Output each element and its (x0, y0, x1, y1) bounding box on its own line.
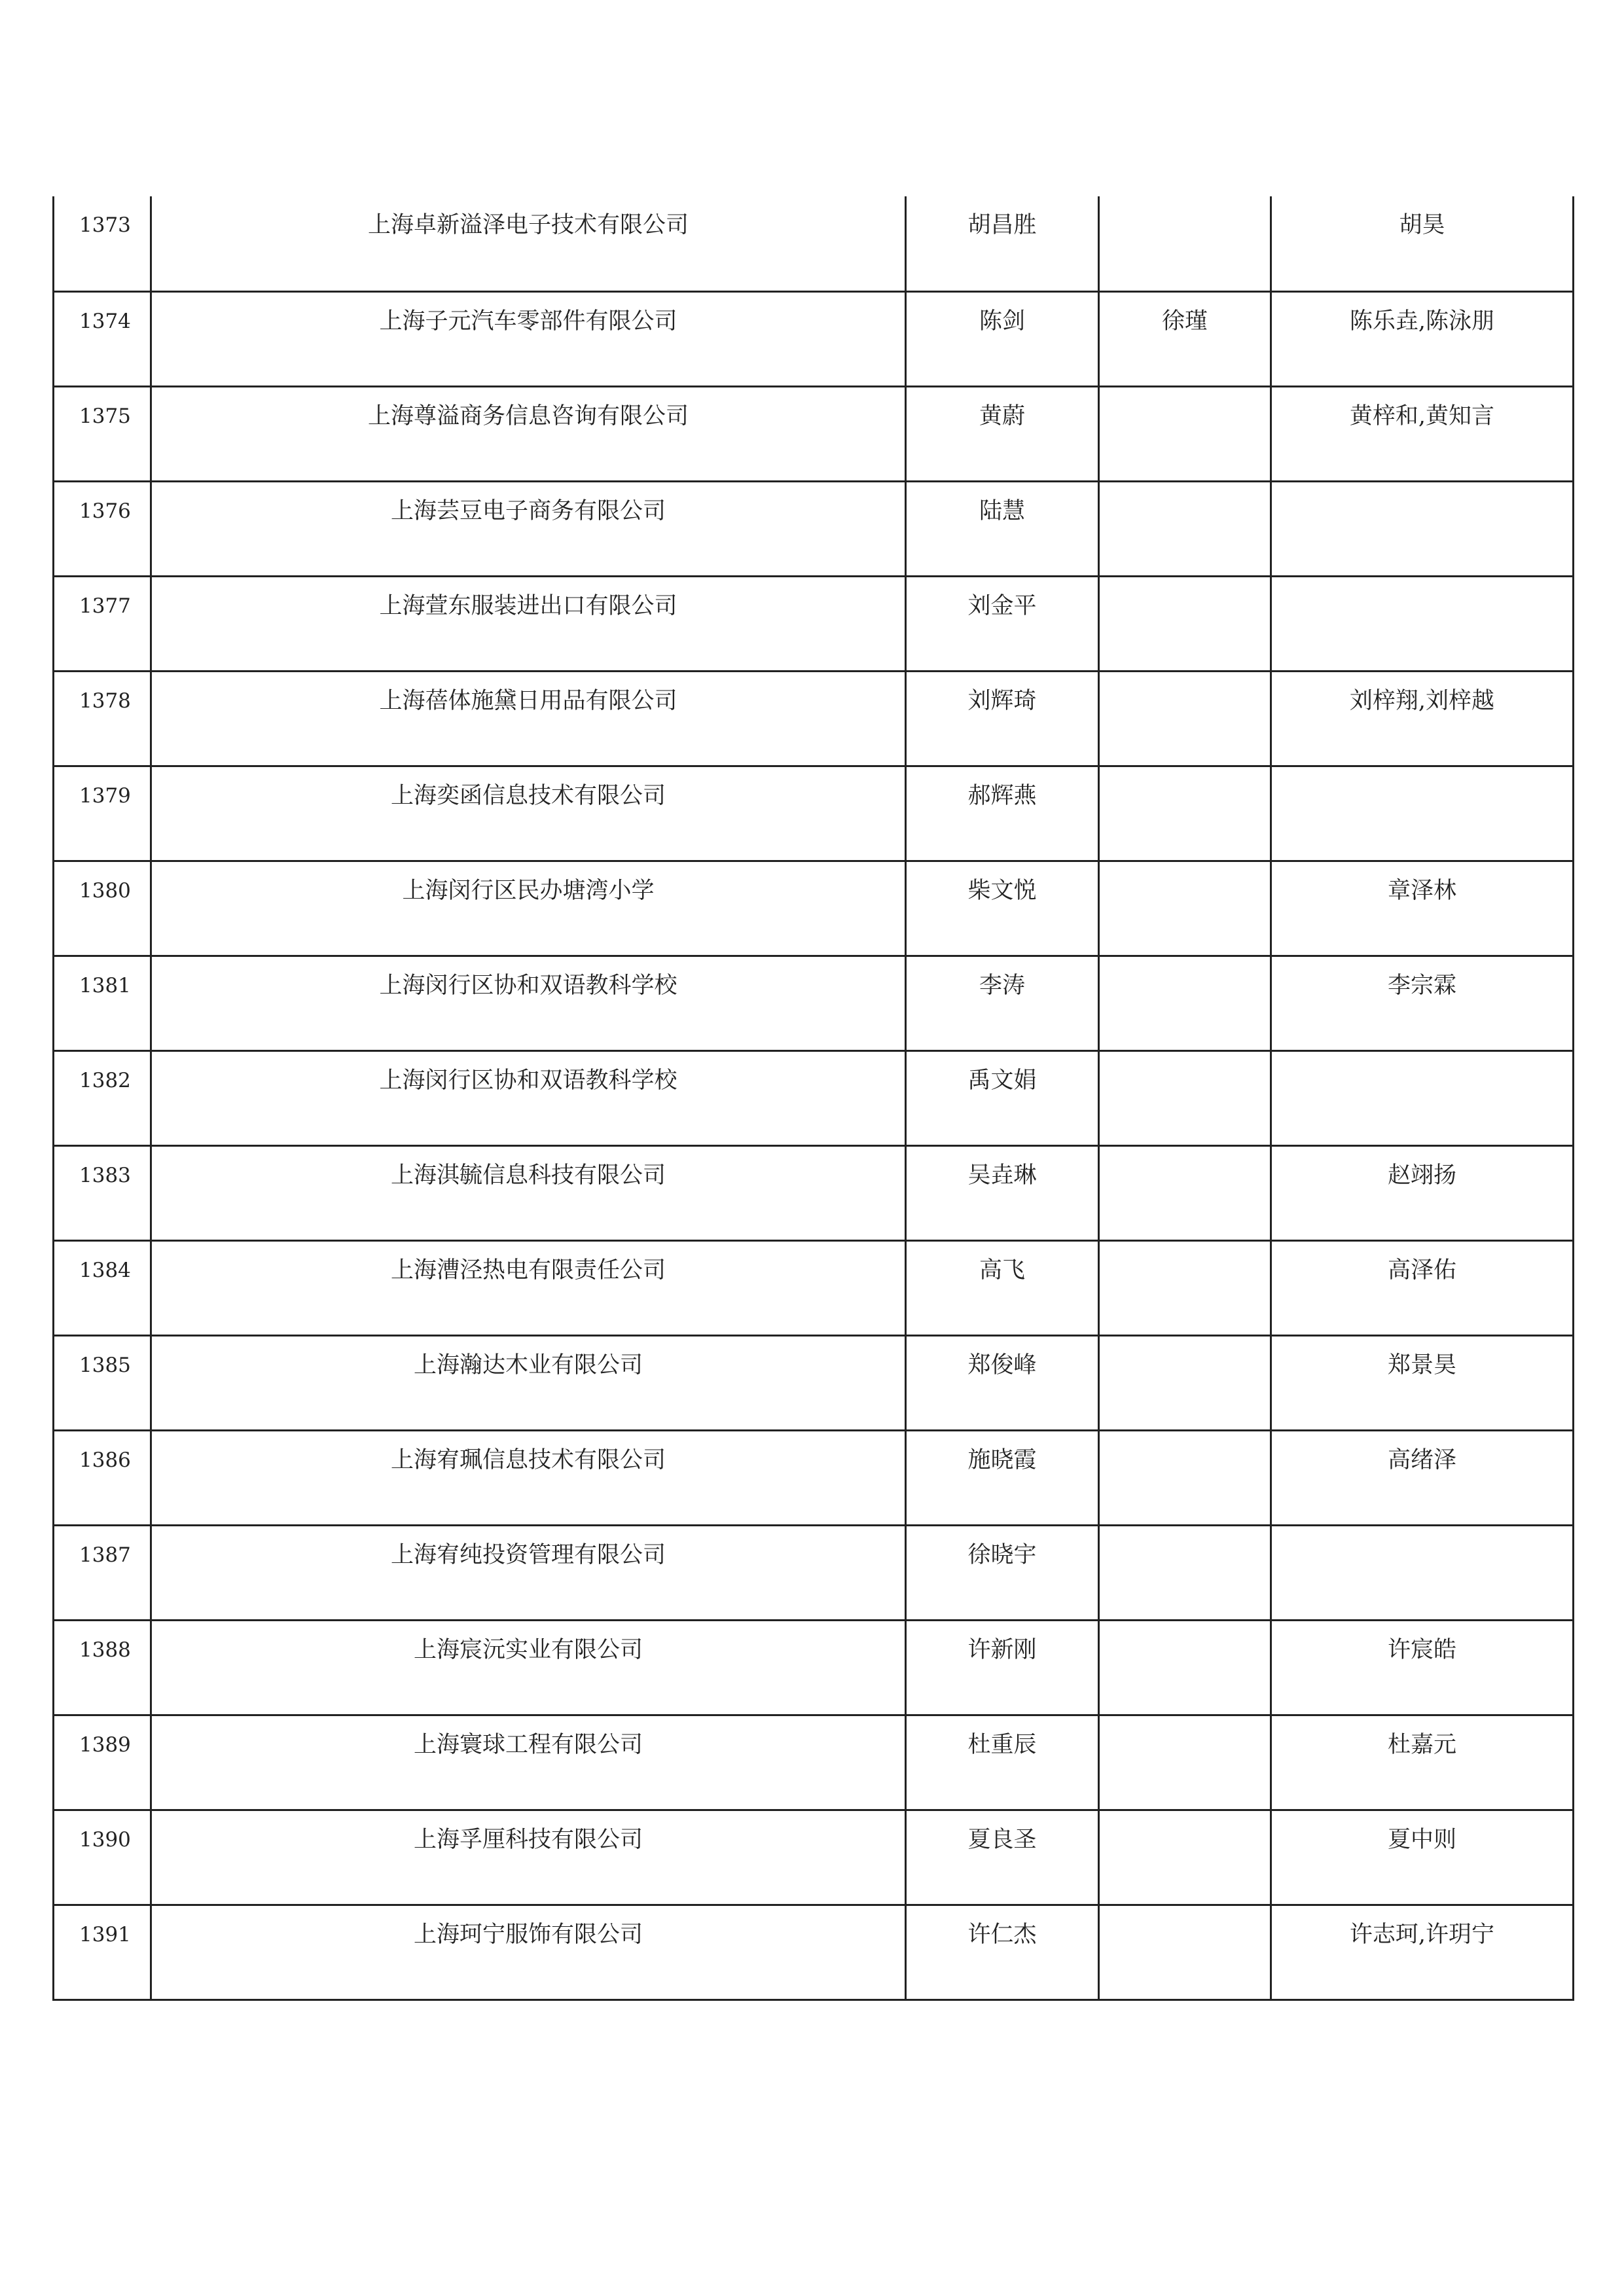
children-names: 许宸皓 (1271, 1620, 1574, 1715)
second-person-name (1099, 1240, 1271, 1335)
second-person-name (1099, 861, 1271, 956)
row-number: 1382 (54, 1050, 151, 1145)
person-name: 刘辉琦 (906, 671, 1099, 766)
document-page (52, 196, 1572, 2001)
person-name: 许新刚 (906, 1620, 1099, 1715)
row-number: 1379 (54, 766, 151, 861)
children-names: 胡昊 (1271, 196, 1574, 291)
person-name: 陆慧 (906, 481, 1099, 576)
table-row (54, 386, 1574, 481)
children-names (1271, 481, 1574, 576)
table-row (54, 481, 1574, 576)
person-name: 黄蔚 (906, 386, 1099, 481)
table-row (54, 1905, 1574, 2000)
organization-name: 上海萱东服装进出口有限公司 (151, 576, 906, 671)
table-row (54, 766, 1574, 861)
children-names: 李宗霖 (1271, 956, 1574, 1050)
children-names (1271, 766, 1574, 861)
person-name: 李涛 (906, 956, 1099, 1050)
table-row (54, 196, 1574, 291)
second-person-name (1099, 956, 1271, 1050)
table-row (54, 1810, 1574, 1905)
organization-name: 上海宥珮信息技术有限公司 (151, 1430, 906, 1525)
organization-name: 上海宥纯投资管理有限公司 (151, 1525, 906, 1620)
second-person-name (1099, 576, 1271, 671)
second-person-name (1099, 1905, 1271, 2000)
row-number: 1388 (54, 1620, 151, 1715)
organization-name: 上海尊溢商务信息咨询有限公司 (151, 386, 906, 481)
person-name: 禹文娟 (906, 1050, 1099, 1145)
children-names: 高泽佑 (1271, 1240, 1574, 1335)
organization-name: 上海子元汽车零部件有限公司 (151, 291, 906, 386)
children-names: 刘梓翔,刘梓越 (1271, 671, 1574, 766)
row-number: 1387 (54, 1525, 151, 1620)
person-name: 刘金平 (906, 576, 1099, 671)
person-name: 柴文悦 (906, 861, 1099, 956)
second-person-name (1099, 196, 1271, 291)
person-name: 许仁杰 (906, 1905, 1099, 2000)
children-names (1271, 576, 1574, 671)
second-person-name (1099, 1145, 1271, 1240)
organization-name: 上海闵行区协和双语教科学校 (151, 956, 906, 1050)
person-name: 吴垚琳 (906, 1145, 1099, 1240)
second-person-name (1099, 481, 1271, 576)
organization-name: 上海淇毓信息科技有限公司 (151, 1145, 906, 1240)
row-number: 1389 (54, 1715, 151, 1810)
second-person-name (1099, 1335, 1271, 1430)
organization-name: 上海寰球工程有限公司 (151, 1715, 906, 1810)
children-names: 郑景昊 (1271, 1335, 1574, 1430)
second-person-name (1099, 671, 1271, 766)
row-number: 1380 (54, 861, 151, 956)
children-names (1271, 1525, 1574, 1620)
person-name: 郑俊峰 (906, 1335, 1099, 1430)
person-name: 郝辉燕 (906, 766, 1099, 861)
second-person-name (1099, 1430, 1271, 1525)
row-number: 1390 (54, 1810, 151, 1905)
row-number: 1383 (54, 1145, 151, 1240)
organization-name: 上海闵行区协和双语教科学校 (151, 1050, 906, 1145)
organization-name: 上海漕泾热电有限责任公司 (151, 1240, 906, 1335)
organization-name: 上海蓓体施黛日用品有限公司 (151, 671, 906, 766)
roster-table-body (54, 196, 1574, 2000)
table-row (54, 291, 1574, 386)
organization-name: 上海宸沅实业有限公司 (151, 1620, 906, 1715)
organization-name: 上海闵行区民办塘湾小学 (151, 861, 906, 956)
table-row (54, 956, 1574, 1050)
second-person-name (1099, 386, 1271, 481)
roster-table (52, 196, 1574, 2001)
row-number: 1381 (54, 956, 151, 1050)
children-names: 黄梓和,黄知言 (1271, 386, 1574, 481)
children-names: 高绪泽 (1271, 1430, 1574, 1525)
row-number: 1377 (54, 576, 151, 671)
person-name: 胡昌胜 (906, 196, 1099, 291)
table-row (54, 1050, 1574, 1145)
table-row (54, 671, 1574, 766)
children-names (1271, 1050, 1574, 1145)
organization-name: 上海珂宁服饰有限公司 (151, 1905, 906, 2000)
table-row (54, 1620, 1574, 1715)
table-row (54, 1145, 1574, 1240)
organization-name: 上海瀚达木业有限公司 (151, 1335, 906, 1430)
children-names: 章泽林 (1271, 861, 1574, 956)
table-row (54, 1430, 1574, 1525)
row-number: 1373 (54, 196, 151, 291)
table-row (54, 1335, 1574, 1430)
organization-name: 上海芸豆电子商务有限公司 (151, 481, 906, 576)
organization-name: 上海卓新溢泽电子技术有限公司 (151, 196, 906, 291)
organization-name: 上海孚厘科技有限公司 (151, 1810, 906, 1905)
table-row (54, 861, 1574, 956)
row-number: 1378 (54, 671, 151, 766)
row-number: 1376 (54, 481, 151, 576)
person-name: 陈剑 (906, 291, 1099, 386)
row-number: 1375 (54, 386, 151, 481)
second-person-name (1099, 1050, 1271, 1145)
table-row (54, 576, 1574, 671)
person-name: 杜重辰 (906, 1715, 1099, 1810)
table-row (54, 1240, 1574, 1335)
person-name: 夏良圣 (906, 1810, 1099, 1905)
person-name: 高飞 (906, 1240, 1099, 1335)
row-number: 1391 (54, 1905, 151, 2000)
children-names: 杜嘉元 (1271, 1715, 1574, 1810)
second-person-name (1099, 766, 1271, 861)
children-names: 许志珂,许玥宁 (1271, 1905, 1574, 2000)
row-number: 1386 (54, 1430, 151, 1525)
children-names: 赵翊扬 (1271, 1145, 1574, 1240)
second-person-name (1099, 1715, 1271, 1810)
second-person-name: 徐瑾 (1099, 291, 1271, 386)
table-row (54, 1525, 1574, 1620)
row-number: 1385 (54, 1335, 151, 1430)
organization-name: 上海奕函信息技术有限公司 (151, 766, 906, 861)
person-name: 施晓霞 (906, 1430, 1099, 1525)
children-names: 陈乐垚,陈泳朋 (1271, 291, 1574, 386)
children-names: 夏中则 (1271, 1810, 1574, 1905)
second-person-name (1099, 1620, 1271, 1715)
row-number: 1384 (54, 1240, 151, 1335)
second-person-name (1099, 1525, 1271, 1620)
person-name: 徐晓宇 (906, 1525, 1099, 1620)
table-row (54, 1715, 1574, 1810)
second-person-name (1099, 1810, 1271, 1905)
row-number: 1374 (54, 291, 151, 386)
